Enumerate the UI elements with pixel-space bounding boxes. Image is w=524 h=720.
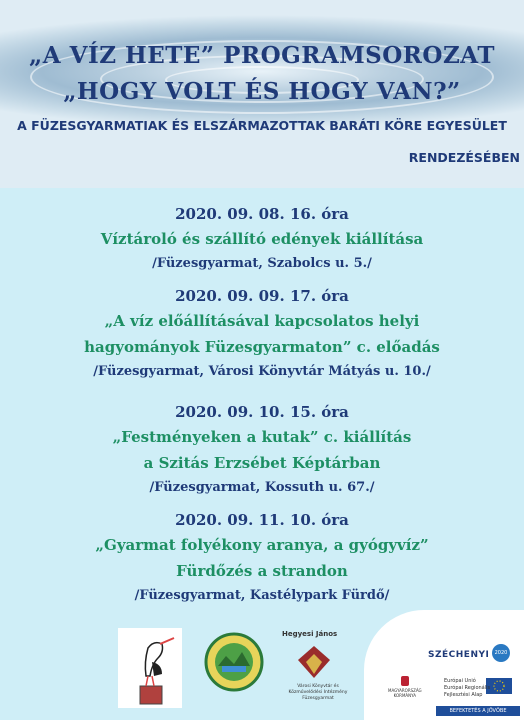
event-title: a Szitás Erzsébet Képtárban bbox=[143, 454, 381, 472]
szechenyi-badge bbox=[364, 610, 524, 720]
gov-line: KORMÁNYA bbox=[393, 693, 417, 698]
event-1 bbox=[0, 202, 524, 276]
crest-icon bbox=[401, 676, 409, 686]
event-date: 2020. 09. 08. 16. óra bbox=[175, 205, 349, 223]
event-title: „A víz előállításával kapcsolatos helyi bbox=[104, 312, 420, 330]
library-emblem-icon bbox=[294, 642, 334, 682]
stork-icon bbox=[118, 628, 182, 708]
eu-text bbox=[444, 678, 490, 699]
eu-line: Európai Regionális bbox=[444, 685, 491, 691]
eu-line: Európai Unió bbox=[444, 678, 476, 684]
library-subtitle: Városi Könyvtár és Közművelődési Intézmény Füzesgyarmat bbox=[288, 684, 348, 701]
event-title: Víztároló és szállító edények kiállítása bbox=[100, 230, 424, 248]
organizer-line: A FÜZESGYARMATIAK ÉS ELSZÁRMAZOTTAK BARÁTI KÖRE EGYESÜLET bbox=[17, 118, 507, 133]
footer-logos bbox=[0, 610, 524, 720]
event-title: hagyományok Füzesgyarmaton” c. előadás bbox=[84, 338, 440, 356]
club-logo bbox=[204, 632, 264, 692]
event-2 bbox=[0, 284, 524, 384]
program-list bbox=[0, 188, 524, 610]
event-location: /Füzesgyarmat, Szabolcs u. 5./ bbox=[152, 256, 372, 271]
event-date: 2020. 09. 10. 15. óra bbox=[175, 403, 349, 421]
event-title: „Festményeken a kutak” c. kiállítás bbox=[112, 428, 412, 446]
stork-logo bbox=[118, 628, 182, 708]
gov-line: MAGYARORSZÁG bbox=[388, 688, 422, 693]
event-location: /Füzesgyarmat, Kossuth u. 67./ bbox=[149, 480, 375, 495]
event-title: Fürdőzés a strandon bbox=[176, 562, 348, 580]
event-3 bbox=[0, 400, 524, 500]
event-title: „Gyarmat folyékony aranya, a gyógyvíz” bbox=[95, 536, 429, 554]
organizer-line-2: RENDEZÉSÉBEN bbox=[408, 150, 520, 165]
szechenyi-year-icon: 2020 bbox=[492, 644, 510, 662]
szechenyi-title: SZÉCHENYI bbox=[428, 650, 490, 660]
header-banner bbox=[0, 0, 524, 188]
event-date: 2020. 09. 09. 17. óra bbox=[175, 287, 349, 305]
library-name: Hegyesi János bbox=[282, 630, 338, 638]
event-location: /Füzesgyarmat, Kastélypark Fürdő/ bbox=[134, 588, 390, 603]
eu-line: Fejlesztési Alap bbox=[444, 692, 483, 698]
event-date: 2020. 09. 11. 10. óra bbox=[175, 511, 349, 529]
investment-bar: BEFEKTETÉS A JÖVŐBE bbox=[436, 706, 520, 716]
library-logo bbox=[276, 624, 358, 714]
club-emblem-icon bbox=[204, 632, 264, 692]
event-4 bbox=[0, 508, 524, 608]
title-line-2: „HOGY VOLT ÉS HOGY VAN?” bbox=[63, 78, 461, 105]
government-label bbox=[388, 676, 422, 698]
title-line-1: „A VÍZ HETE” PROGRAMSOROZAT bbox=[29, 42, 495, 69]
event-location: /Füzesgyarmat, Városi Könyvtár Mátyás u. 10./ bbox=[93, 364, 431, 379]
